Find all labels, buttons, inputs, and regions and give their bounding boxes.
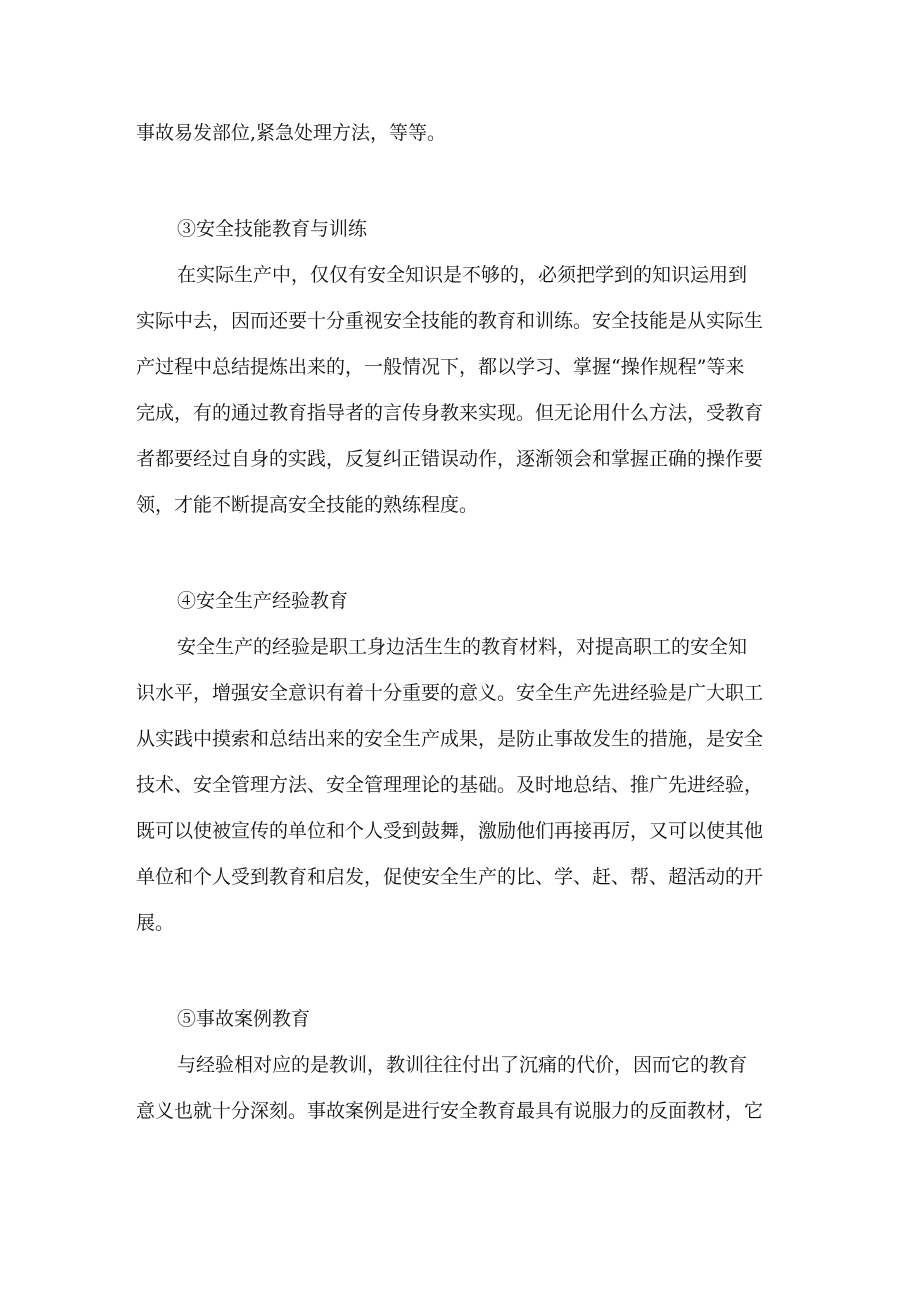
paragraph-line: 从实践中摸索和总结出来的安全生产成果，是防止事故发生的措施，是安全 — [136, 728, 764, 750]
paragraph-line: 技术、安全管理方法、安全管理理论的基础。及时地总结、推广先进经验， — [136, 774, 764, 796]
paragraph-line: 事故易发部位,紧急处理方法，等等。 — [136, 122, 447, 144]
paragraph-line: 展。 — [136, 912, 175, 934]
paragraph-line: 实际中去，因而还要十分重视安全技能的教育和训练。安全技能是从实际生 — [136, 310, 764, 332]
section-heading-5: ⑤事故案例教育 — [177, 1008, 311, 1030]
paragraph-line: 安全生产的经验是职工身边活生生的教育材料，对提高职工的安全知 — [177, 636, 748, 658]
paragraph-line: 与经验相对应的是教训，教训往往付出了沉痛的代价，因而它的教育 — [177, 1054, 748, 1076]
paragraph-line: 在实际生产中，仅仅有安全知识是不够的，必须把学到的知识运用到 — [177, 264, 748, 286]
paragraph-line: 单位和个人受到教育和启发，促使安全生产的比、学、赶、帮、超活动的开 — [136, 866, 764, 888]
paragraph-line: 产过程中总结提炼出来的，一般情况下，都以学习、掌握“操作规程”等来 — [136, 356, 745, 378]
paragraph-line: 既可以使被宣传的单位和个人受到鼓舞，激励他们再接再厉，又可以使其他 — [136, 820, 764, 842]
paragraph-line: 领，才能不断提高安全技能的熟练程度。 — [136, 494, 479, 516]
section-heading-4: ④安全生产经验教育 — [177, 590, 349, 612]
paragraph-line: 识水平，增强安全意识有着十分重要的意义。安全生产先进经验是广大职工 — [136, 682, 764, 704]
section-heading-3: ③安全技能教育与训练 — [177, 218, 368, 240]
paragraph-line: 意义也就十分深刻。事故案例是进行安全教育最具有说服力的反面教材，它 — [136, 1100, 764, 1122]
paragraph-line: 者都要经过自身的实践，反复纠正错误动作，逐渐领会和掌握正确的操作要 — [136, 448, 764, 470]
paragraph-line: 完成，有的通过教育指导者的言传身教来实现。但无论用什么方法，受教育 — [136, 402, 764, 424]
